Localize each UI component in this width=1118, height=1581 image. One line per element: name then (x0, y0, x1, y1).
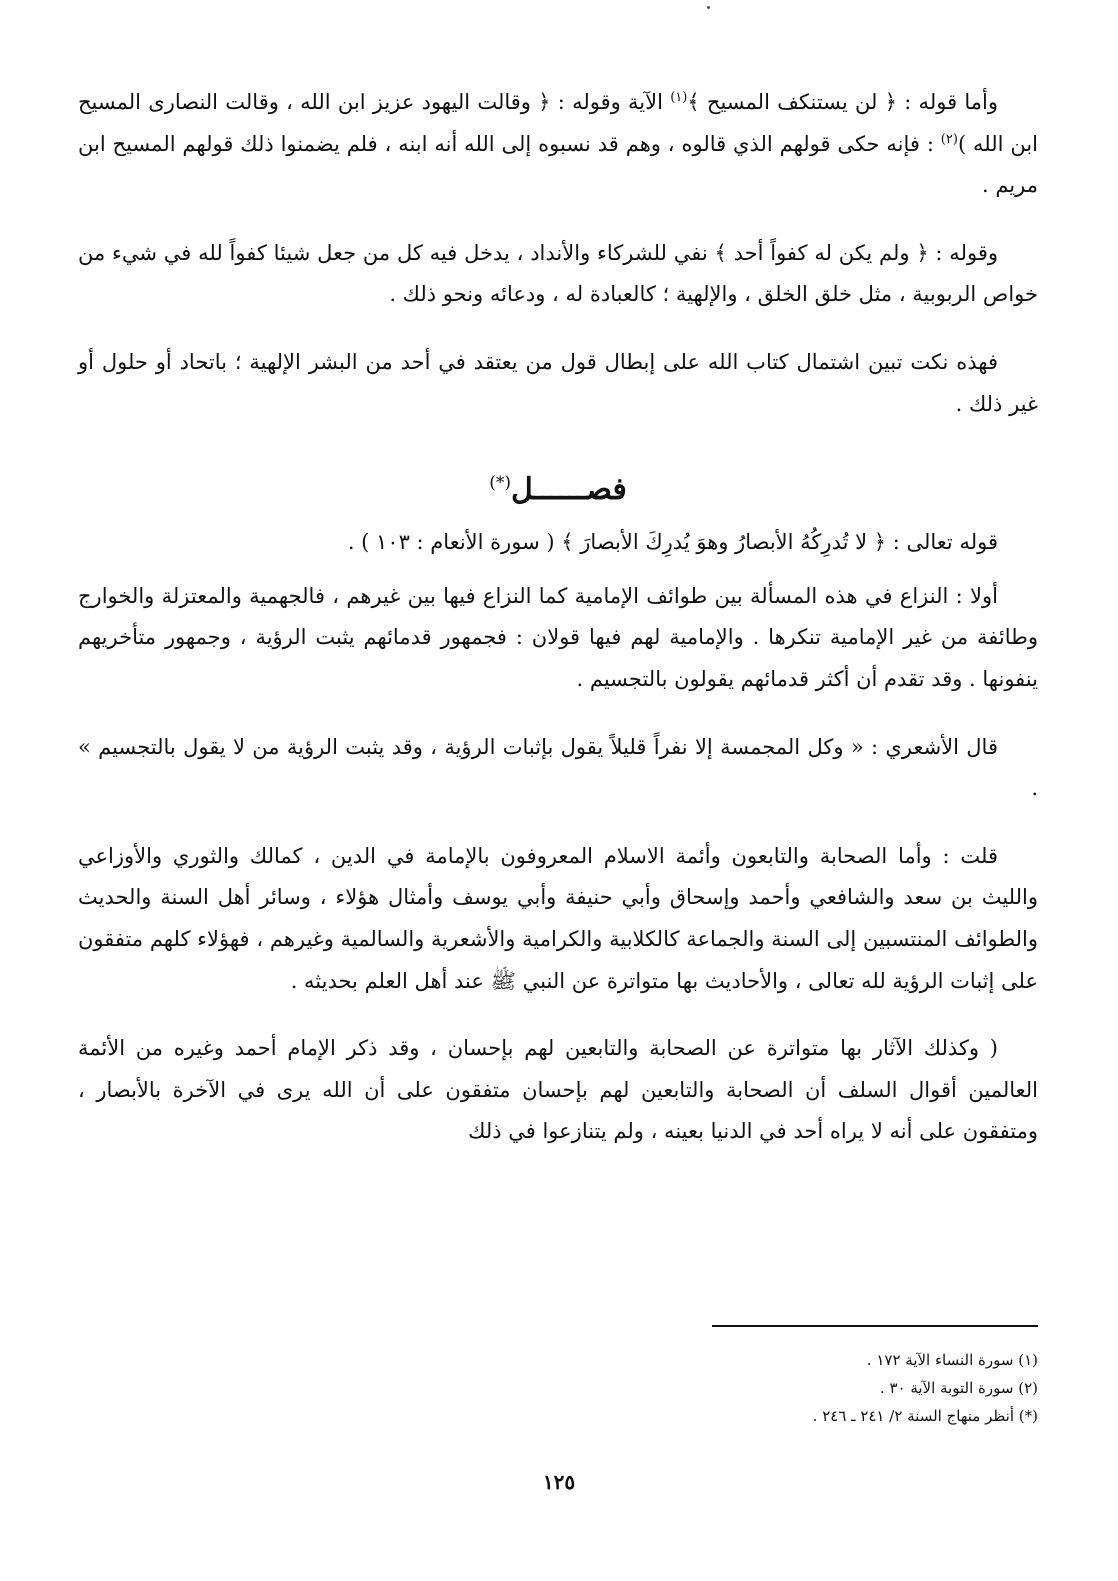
section-heading-text: فصــــــل (510, 472, 627, 508)
paragraph-4: أولا : النزاع في هذه المسألة بين طوائف الإمامية كما النزاع فيها بين غيرهم ، فالجهمية والمعتزلة والخوارج وطائفة من غير الإمامية تنكرها . والإمامية لهم فيها قولان : فجمهور قدمائهم يثبت الرؤية ، وجمهور متأخريهم ينفونها . وقد تقدم أن أكثر قدمائهم يقولون بالتجسيم . (78, 583, 1038, 691)
paragraph-3: فهذه نكت تبين اشتمال كتاب الله على إبطال قول من يعتقد في أحد من البشر الإلهية ؛ باتحاد أو حلول أو غير ذلك . (78, 349, 1038, 416)
footnote-divider (712, 1325, 1038, 1327)
footnote-ref-2: (٢) (940, 131, 958, 147)
footnote-ref-1: (١) (670, 90, 688, 105)
paragraph-1-part-1: وأما قوله : ﴿ لن يستنكف المسيح ﴾ (687, 90, 998, 114)
paragraph-1-part-2: الآية وقوله : ﴿ وقالت اليهود عزيز ابن الله ، وقالت النصارى المسيح ابن الله ) (78, 90, 1039, 156)
paragraph-5: قال الأشعري : « وكل المجمسة إلا نفراً قليلاً يقول بإثبات الرؤية ، وقد يثبت الرؤية من لا يقول بالتجسيم » . (78, 734, 1038, 801)
section-heading (78, 461, 1038, 512)
scan-speck (707, 6, 710, 9)
paragraph-2: وقوله : ﴿ ولم يكن له كفواً أحد ﴾ نفي للشركاء والأنداد ، يدخل فيه كل من جعل شيئا كفواً لله في شيء من خواص الربوبية ، مثل خلق الخلق ، والإلهية ؛ كالعبادة له ، ودعائه ونحو ذلك . (78, 240, 1038, 307)
page-number: ١٢٥ (542, 1470, 576, 1494)
paragraph-1-part-3: : فإنه حكى قولهم الذي قالوه ، وهم قد نسبوه إلى الله أنه ابنه ، فلم يضمنوا ذلك قولهم المسيح ابن مريم . (78, 131, 1038, 198)
footnote-1: (١) سورة النساء الآية ١٧٢ . (866, 1351, 1038, 1369)
footnote-3: (*) أنظر منهاج السنة ٢/ ٢٤١ ـ ٢٤٦ . (812, 1407, 1038, 1425)
verse-citation: قوله تعالى : ﴿ لا تُدرِكُهُ الأبصارُ وهوَ يُدرِكَ الأبصارَ ﴾ ( سورة الأنعام : ١٠٣ ) . (347, 530, 998, 555)
section-heading-marker: (*) (489, 473, 511, 494)
page-body (78, 82, 1038, 1179)
paragraph-1 (78, 82, 1038, 207)
footnotes (78, 1346, 1038, 1430)
paragraph-7: ( وكذلك الآثار بها متواترة عن الصحابة والتابعين لهم بإحسان ، وقد ذكر الإمام أحمد وغيره من الأئمة العالمين أقوال السلف أن الصحابة والتابعين لهم بإحسان متفقون على أن الله يرى في الآخرة بالأبصار ، ومتفقون على أنه لا يراه أحد في الدنيا بعينه ، ولم يتنازعوا في ذلك (78, 1036, 1038, 1144)
footnote-2: (٢) سورة التوبة الآية ٣٠ . (879, 1379, 1038, 1397)
paragraph-6: قلت : وأما الصحابة والتابعون وأئمة الاسلام المعروفون بالإمامة في الدين ، كمالك والثوري والأوزاعي والليث بن سعد والشافعي وأحمد وإسحاق وأبي حنيفة وأبي يوسف وأمثال هؤلاء ، وسائر أهل السنة والحديث والطوائف المنتسبين إلى السنة والجماعة كالكلابية والكرامية والأشعرية والسالمية وغيرهم ، فهؤلاء كلهم متفقون على إثبات الرؤية لله تعالى ، والأحاديث بها متواترة عن النبي ﷺ عند أهل العلم بحديثه . (78, 843, 1038, 993)
